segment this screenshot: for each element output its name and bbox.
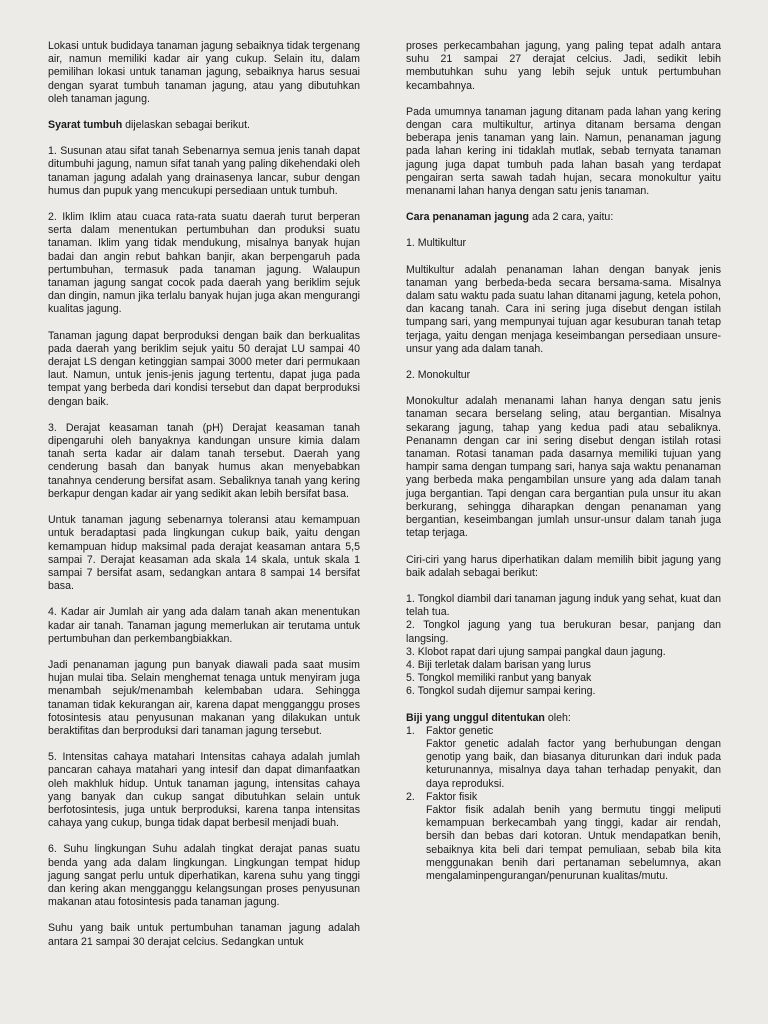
- heading-rest: dijelaskan sebagai berikut.: [122, 119, 250, 132]
- section-heading-cara: [406, 211, 721, 224]
- paragraph: Multikultur adalah penanaman lahan dengan banyak jenis tanaman yang berbeda-beda secara bersama-sama. Misalnya dalam satu waktu pada suatu lahan ditanami jagung, ketela pohon, dan kacang tanah. Cara ini sering juga disebut dengan istilah tumpang sari, yang mempunyai tujuan agar kesuburan tanah tetap terjaga, yaitu dengan menjaga keseimbangan persediaan unsure-unsur yang ada dalam tanah.: [406, 263, 721, 355]
- section-heading-biji: [406, 712, 721, 725]
- right-column: [406, 40, 721, 883]
- paragraph: Jadi penanaman jagung pun banyak diawali pada saat musim hujan mulai tiba. Selain menghemat tenaga untuk menyiram juga menambah sejuk/menambah kelembaban udara. Sehingga tanaman tidak kekurangan air, karena dapat mengganggu proses fotosintesis atau penyusunan makanan yang dilakukan untuk beraktifitas dan berproduksi dari tanaman jagung tersebut.: [48, 658, 360, 737]
- paragraph: 5. Intensitas cahaya matahari Intensitas cahaya adalah jumlah pancaran cahaya matahari yang intesif dan dapat dimanfaatkan oleh makhluk hidup. Untuk tanaman jagung, intensitas cahaya yang banyak dan cukup sangat dibutuhkan selain untuk berfotosintesis, juga untuk berproduksi, karena tanpa intensitas cahaya yang cukup, bunga tidak dapat berbesil menjadi buah.: [48, 751, 360, 830]
- list-item: [406, 791, 721, 883]
- paragraph: proses perkecambahan jagung, yang paling tepat adalh antara suhu 21 sampai 27 derajat celcius. Jadi, sedikit lebih membutuhkan suhu yang lebih sejuk untuk pertumbuhan kecambahnya.: [406, 40, 721, 92]
- list-item: 2. Tongkol jagung yang tua berukuran besar, panjang dan langsing.: [406, 619, 721, 645]
- paragraph: 2. Iklim Iklim atau cuaca rata-rata suatu daerah turut berperan serta dalam menentukan pertumbuhan dan produksi suatu tanaman. Iklim yang tidak mendukung, misalnya banyak hujan badai dan angin rebut bahkan banjir, akan berpengaruh pada pertumbuhan, termasuk pada tanaman jagung. Walaupun tanaman jagung sangat cocok pada daerah yang beriklim sejuk dan dingin, namun jika terlalu banyak hujan juga akan mengurangi kualitas jagung.: [48, 211, 360, 316]
- paragraph: 1. Susunan atau sifat tanah Sebenarnya semua jenis tanah dapat ditumbuhi jagung, namun sifat tanah yang paling dikehendaki oleh tanaman jagung adalah yang drainasenya lancar, subur dengan humus dan pupuk yang mencukupi persediaan untuk tumbuh.: [48, 145, 360, 197]
- list-item: 6. Tongkol sudah dijemur sampai kering.: [406, 685, 596, 698]
- paragraph: 6. Suhu lingkungan Suhu adalah tingkat derajat panas suatu benda yang ada dalam lingkungan. Lingkungan tempat hidup jagung sangat perlu untuk diperhatikan, karena suhu yang tinggi dan kering akan mengganggu kelangsungan proses penyusunan makanan atau fotosintesis pada tanaman jagung.: [48, 843, 360, 909]
- paragraph: 4. Kadar air Jumlah air yang ada dalam tanah akan menentukan kadar air tanah. Tanaman jagung memerlukan air terutama untuk pertumbuhan dan perkembangbiakkan.: [48, 606, 360, 645]
- subheading-monokultur: 2. Monokultur: [406, 369, 471, 382]
- paragraph: Suhu yang baik untuk pertumbuhan tanaman jagung adalah antara 21 sampai 30 derajat celcius. Sedangkan untuk: [48, 922, 360, 948]
- list-item: 4. Biji terletak dalam barisan yang lurus: [406, 658, 591, 671]
- bold-term: Biji yang unggul ditentukan: [406, 711, 545, 724]
- list-item: 3. Klobot rapat dari ujung sampai pangkal daun jagung.: [406, 645, 666, 658]
- bold-term: Cara penanaman jagung: [406, 211, 530, 224]
- faktor-list: [406, 725, 721, 883]
- faktor-desc: Faktor fisik adalah benih yang bermutu tinggi meliputi kemampuan berkecambah yang tinggi, kadar air rendah, bersih dan bebas dari kotoran. Untuk mendapatkan benih, sebaiknya kita beli dari tempat pemuliaan, sebab bila kita menggunakan benih dari pertanaman sebelumnya, akan mengalaminpengurangan/penurunan kualitas/mutu.: [426, 803, 721, 882]
- faktor-title: Faktor genetic: [426, 724, 494, 737]
- subheading-multikultur: 1. Multikultur: [406, 237, 467, 250]
- heading-rest: ada 2 cara, yaitu:: [529, 211, 614, 224]
- paragraph: Monokultur adalah menanami lahan hanya dengan satu jenis tanaman secara berselang seling, atau bergantian. Misalnya sekarang jagung, tahap yang kedua padi atau sebaliknya. Penanamn dengan car ini sering disebut dengan istilah rotasi tanaman. Rotasi tanaman pada dasarnya memiliki tujuan yang hampir sama dengan tumpang sari, hanya saja waktu penanaman yang berbeda maka pengambilan unsure yang ada dalam tanah juga bergantian. Tapi dengan cara bergantian pula unsur itu akan berkurang, sehingga diharapkan dengan penanaman yang bergantian, keseimbangan jumlah unsur-unsur dalam tanah juga tetap terjaga.: [406, 395, 721, 540]
- list-item: 1. Tongkol diambil dari tanaman jagung induk yang sehat, kuat dan telah tua.: [406, 592, 721, 619]
- list-number: 2.: [406, 790, 415, 803]
- list-item: 5. Tongkol memiliki ranbut yang banyak: [406, 672, 592, 685]
- list-item: [406, 725, 721, 791]
- paragraph: 3. Derajat keasaman tanah (pH) Derajat keasaman tanah dipengaruhi oleh banyaknya kandungan unsure kimia dalam tanah serta kadar air dalam tanah tersebut. Daerah yang cenderung basah dan banyak humus akan menyebabkan tanahnya cenderung bersifat asam. Sebaliknya tanah yang kering berkapur dengan kadar air yang sedikit akan lebih bersifat basa.: [48, 421, 360, 500]
- paragraph: Ciri-ciri yang harus diperhatikan dalam memilih bibit jagung yang baik adalah sebagai berikut:: [406, 553, 721, 579]
- paragraph: Tanaman jagung dapat berproduksi dengan baik dan berkualitas pada daerah yang beriklim sejuk yaitu 50 derajat LU sampai 40 derajat LS dengan ketinggian sampai 3000 meter dari permukaan laut. Namun, untuk jenis-jenis jagung tertentu, dapat juga pada tempat yang berbeda dari kondisi tersebut dan dapat berproduksi dengan baik.: [48, 329, 360, 408]
- paragraph: Lokasi untuk budidaya tanaman jagung sebaiknya tidak tergenang air, namun memiliki kadar air yang cukup. Selain itu, dalam pemilihan lokasi untuk tanaman jagung, sebaiknya harus sesuai dengan syarat tumbuh tanaman jagung, atau yang dibutuhkan oleh tanaman jagung.: [48, 40, 360, 105]
- left-column: [48, 40, 360, 949]
- faktor-title: Faktor fisik: [426, 790, 478, 803]
- paragraph: Pada umumnya tanaman jagung ditanam pada lahan yang kering dengan cara multikultur, artinya ditanam bersama dengan beberapa jenis tanaman yang lain. Namun, penanaman jagung pada lahan kering ini tidaklah mutlak, sebab ternyata tanaman jagung juga dapat tumbuh pada lahan basah yang terdapat pengairan serta sawah tadah hujan, secara monokultur yaitu menanami lahan hanya dengan satu jenis tanaman.: [406, 105, 721, 198]
- paragraph: Untuk tanaman jagung sebenarnya toleransi atau kemampuan untuk beradaptasi pada lingkungan cukup baik, yaitu dengan kemampuan hidup maksimal pada derajat keasaman antara 5,5 sampai 7. Derajat keasaman ada skala 14 skala, untuk skala 1 sampai 7 bersifat asam, sedangkan antara 8 sampai 14 bersifat basa.: [48, 514, 360, 593]
- section-heading-syarat: [48, 119, 360, 132]
- heading-rest: oleh:: [544, 711, 571, 724]
- ciri-list: [406, 593, 721, 699]
- bold-term: Syarat tumbuh: [48, 119, 123, 132]
- list-number: 1.: [406, 724, 415, 737]
- faktor-desc: Faktor genetic adalah factor yang berhubungan dengan genotip yang baik, dan biasanya diturunkan dari induk pada keturunannya, misalnya daya tahan terhadap penyakit, dan daya reproduksi.: [426, 737, 721, 790]
